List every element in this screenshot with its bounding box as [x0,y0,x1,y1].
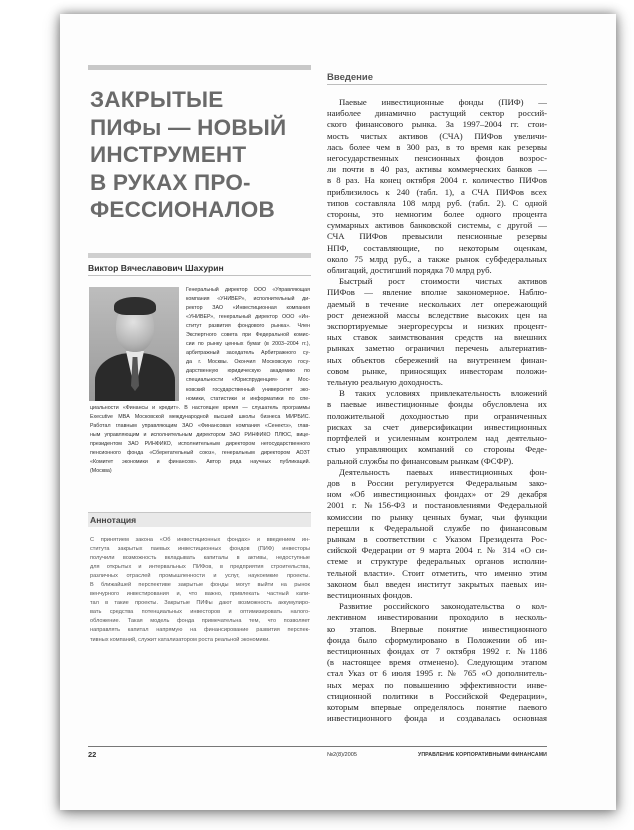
annotation-line: для открытых и интервальных ПИФов, в предприятия строительства, [90,564,310,571]
body-line: рынкам в соответствии с Указом Президента Рос- [327,533,547,544]
title-line: В РУКАХ ПРО- [90,169,251,195]
title-line: ИНСТРУМЕНТ [90,142,247,167]
annotation-line: обложение. Такая модель фонда примечательна тем, что позволяет [90,618,310,625]
body-line: рост денежной массы вследствие высоких цен на [327,309,547,320]
body-line: облигаций, достигший порядка 70 млрд руб. [327,265,492,276]
body-line: негосударственных пенсионных фондов возрос- [327,153,547,164]
bio-line: да г. Москвы. Окончил Московскую госу- [186,359,310,366]
bio-line: «УНИВЕР», генеральный директор ООО «Ин- [186,314,310,321]
title-line: ПИФы — НОВЫЙ [90,114,287,140]
body-line: в паевые инвестиционные фонды обусловлена их [327,399,547,410]
body-line: экспортируемые энергоресурсы и низких процент- [327,321,547,332]
bio-line: ным управляющим и исполнительным директором ЗАО РИНФИКО ПЛЮС, вице- [90,432,310,439]
bio-line: президентом ЗАО РИНФИКО, исполнительным директором негосударственного [90,441,310,448]
annotation-text [90,536,310,645]
author-photo [89,287,179,401]
author-bio-side [186,286,310,404]
annotation-line: получили возможность вкладывать капиталы в активы, недоступные [90,555,310,562]
bio-line: «Комитет экономики и финансов». Автор ряда научных публикаций. [90,459,310,466]
body-line: мость чистых активов (СЧА) ПИФов увеличи- [327,130,547,141]
annotation-line: С принятием закона «Об инвестиционных фондах» и введением ин- [90,537,310,543]
body-line: стеме и структуре федеральных органов исполни- [327,556,547,567]
body-line: вестиционных фондах от 7 октября 1992 г. №1186 [327,645,547,656]
bio-line: Executive MBA Московской международной высшей школы бизнеса МИРБИС. [90,414,310,421]
annotation-title: Аннотация [90,515,137,525]
annotation-line: ститута закрытых паевых инвестиционных фондов (ПИФ) инвесторы [90,546,310,553]
bio-line: арбитражный заседатель Арбитражного су- [186,350,310,357]
body-line: НПФ, составляющие, по некоторым оценкам, [327,242,547,253]
body-line: типов составляла 108 млрд руб. (табл. 2). С одной [327,197,547,208]
annotation-line: венчурного инвестирования и, что важно, привлекать частный капи- [90,591,310,598]
body-line: перешли к Федеральной службе по финансовым [327,522,547,533]
body-line: суммарных активов банковской системы, с другой — [327,220,547,231]
body-line: ПИФов — явление вполне закономерное. Наблю- [327,287,547,298]
body-line: В таких условиях привлекательность вложений [339,388,547,399]
body-line: ных объектов сбережений на внутреннем финан- [327,354,547,365]
author-name: Виктор Вячеславович Шахурин [88,263,224,273]
bio-line: ковский государственный университет эко- [186,386,310,393]
body-line: комиссии по рынку ценных бумаг, чьи функции [327,511,547,522]
article-title [90,86,310,224]
body-line: в 8 раз. На конец октября 2004 г. количество ПИФов [327,175,547,186]
body-line: Паевые инвестиционные фонды (ПИФ) — [339,97,547,107]
page-number: 22 [88,750,97,759]
body-line: Быстрый рост стоимости чистых активов [339,276,547,287]
annotation-line: В ближайшей перспективе закрытые фонды могут выйти на рынок [90,582,310,589]
annotation-line: тивных компаний, служит катализатором роста реальной экономики. [90,636,270,643]
body-line: которым впервые определялось понятие паевого [327,701,547,712]
body-line: лективном инвестировании проходило в несколь- [327,612,547,623]
body-line: наиболее динамично растущий сектор россий- [327,108,547,119]
body-line: рисках за счет диверсификации инвестиционных [327,421,547,432]
body-line: положительной доходностью при ограниченных [327,410,547,421]
body-line: дов в России регулируется Федеральным зако- [327,477,547,488]
article-body [327,97,547,724]
bio-line: компания «УНИВЕР», исполнительный ди- [186,296,310,303]
body-line: инвестиционного фонда и создавалась основная [327,713,547,724]
body-line: стью управляющих компаний со стороны Феде- [327,444,547,455]
bio-line: специальности «Юриспруденция» и Мос- [186,377,310,384]
body-line: совом рынке, приносящих инвесторам положи- [327,365,547,376]
title-line: ЗАКРЫТЫЕ [90,87,224,112]
bio-line: Работал главным управляющим ЗАО «Финансовая компания «Сенектэ», глав- [90,423,310,430]
body-line: ского финансового рынка. За 1997–2004 гг. стои- [327,119,547,130]
bio-line: (Москва) [90,468,112,475]
magazine-name: УПРАВЛЕНИЕ КОРПОРАТИВНЫМИ ФИНАНСАМИ [418,752,547,758]
intro-divider [327,84,547,85]
author-divider [88,275,311,276]
body-line: законом был введен институт закрытых паевых ин- [327,578,547,589]
body-line: около 75 млрд руб., а также рынок субфедеральных [327,253,547,264]
body-line: СЧА ПИФов превысили пенсионные резервы [327,231,547,242]
bio-line: номики, статистики и информатики по спе- [186,395,310,402]
body-line: ральной службы по финансовым рынкам (ФСФР). [327,455,514,466]
body-line: приблизилось к 240 (табл. 1), а СЧА ПИФов всех [327,186,547,197]
annotation-line: вать средства потенциальных инвесторов и оптимизировать налого- [90,609,310,616]
author-bio-wide [90,404,310,476]
body-line: рынках заметно ограничил перечень альтернатив- [327,343,547,354]
footer-divider [88,746,547,747]
body-line: стиционной политики в Российской Федерации», [327,690,547,701]
body-line: стал Указ от 6 июля 1995 г. № 765 «О дополнитель- [327,668,547,679]
annotation-line: тал в такие проекты. Закрытые ПИФы дают возможность аккумулиро- [90,600,310,607]
bio-line: Генеральный директор ООО «Управляющая [186,287,310,293]
body-line: тельной власти». Стоит отметить, что именно этим [327,567,547,578]
body-line: ном «Об инвестиционных фондах» от 29 декабря [327,489,547,500]
body-line: ко этапов. Впервые понятие инвестиционного [327,623,547,634]
annotation-line: направлять капитал напрямую на финансирование развития перспек- [90,627,310,634]
body-line: Развитие российского законодательства о кол- [339,601,547,612]
body-line: ли почти в 40 раз, активы коммерческих банков — [327,164,547,175]
body-line: тельную реальную доходность. [327,377,443,388]
body-line: лась более чем в 300 раз, в то время как резервы [327,141,547,152]
body-line: Деятельность паевых инвестиционных фон- [339,466,547,477]
title-divider [88,253,311,258]
bio-line: пенсионного фонда «Сберегательный союз», генеральным директором АОЗТ [90,450,310,457]
body-line: ных мерах по повышению эффективности инве- [327,679,547,690]
bio-line: ректор ЗАО «Инвестиционная компания [186,305,310,312]
body-line: (в настоящее время отменено). Следующим этапом [327,657,547,668]
body-line: 2001 г. №156-ФЗ и постановлениями Федеральной [327,500,547,511]
bio-line: Экспертного совета при Федеральной комис- [186,332,310,339]
bio-line: сии по рынку ценных бумаг (в 2003–2004 гг.), [186,341,310,348]
bio-line: циальности «Финансы и кредит». В настоящее время — слушатель программы [90,405,310,411]
issue-number: №2(8)/2005 [327,752,357,758]
body-line: стороны, это немногим более одного процента [327,209,547,220]
body-line: вестиционных фондов. [327,589,413,600]
body-line: ных ставок заимствования средств на внешних [327,332,547,343]
body-line: портфелей и усиленным контролем над деятельно- [327,433,547,444]
body-line: фонда было сформулировано в Положении об ин- [327,634,547,645]
title-line: ФЕССИОНАЛОВ [90,197,275,222]
header-bar [88,65,311,70]
intro-heading: Введение [327,72,374,83]
bio-line: дарственную юридическую академию по [186,368,310,375]
photo-hair [114,297,156,315]
body-line: сийской Федерации от 9 марта 2004 г. № 314 «О си- [327,545,547,556]
bio-line: ститут развития фондового рынка». Член [186,323,310,330]
annotation-line: различных отраслей промышленности и услуг, наукоемкие проекты. [90,573,310,580]
body-line: даемый в течение нескольких лет опережающий [327,298,547,309]
